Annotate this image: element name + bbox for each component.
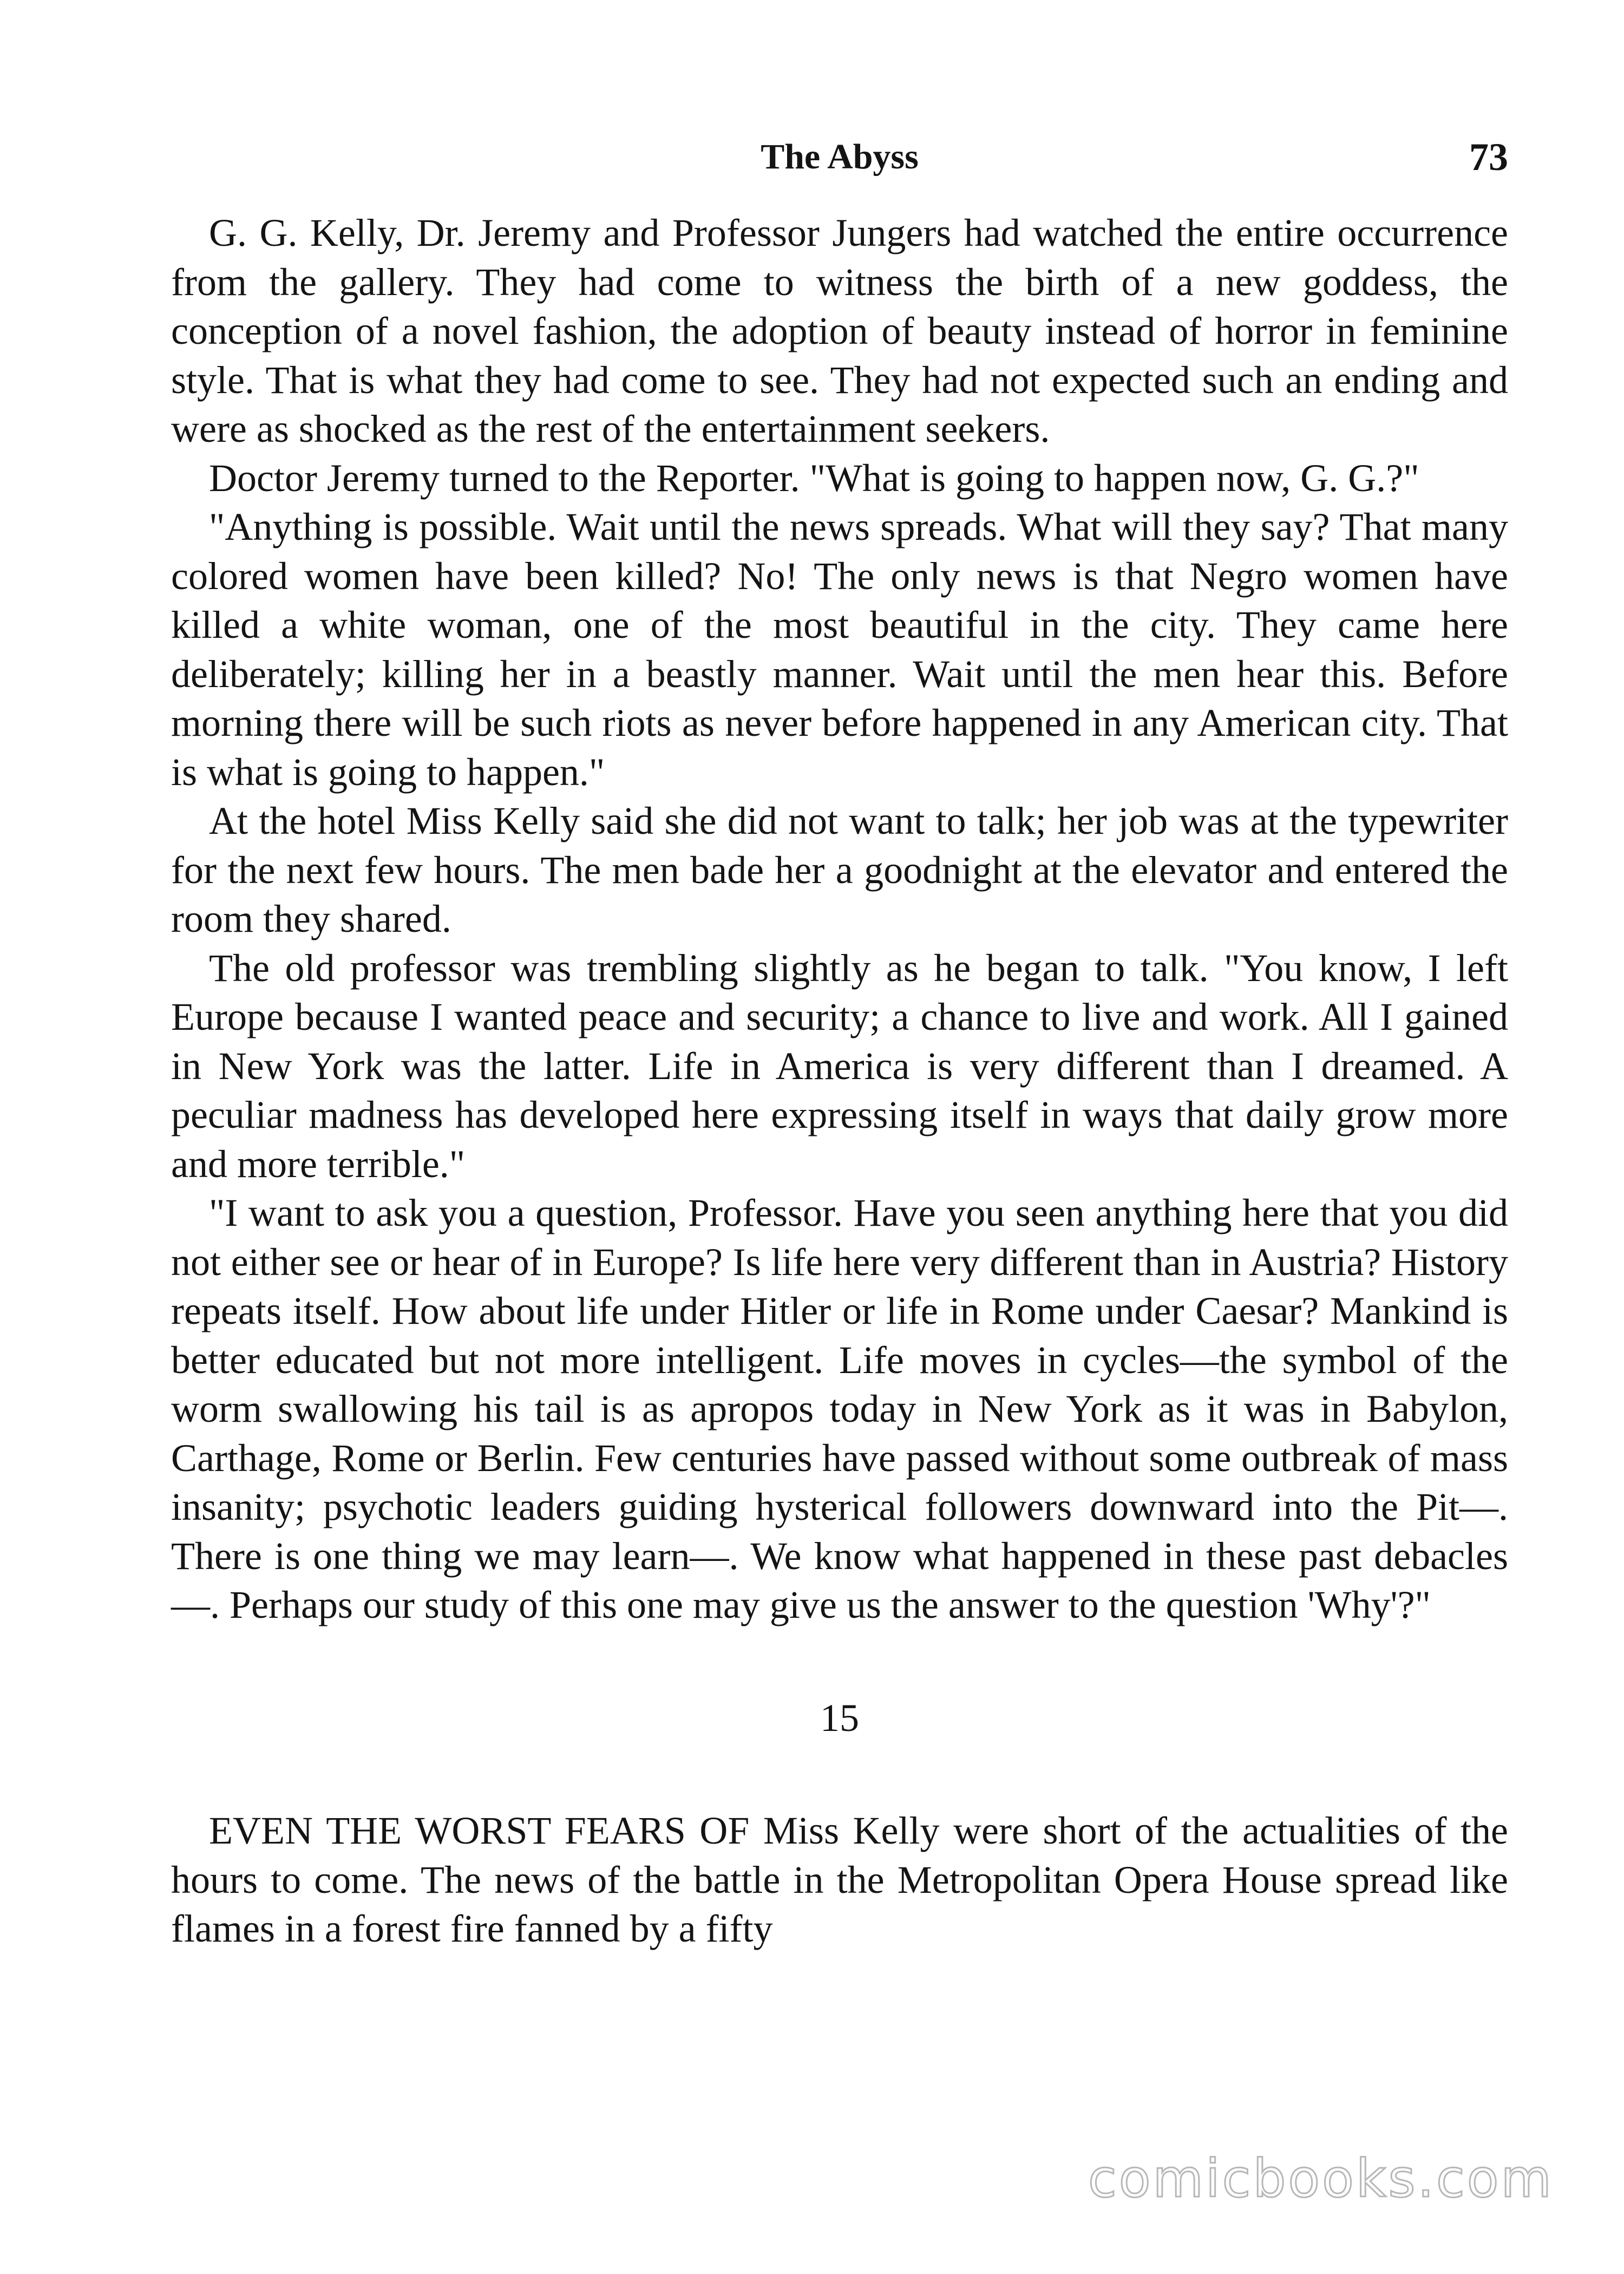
watermark: comicbooks.com — [1088, 2148, 1554, 2209]
page-header — [171, 130, 1508, 184]
chapter-number: 15 — [820, 1696, 859, 1740]
paragraph: Doctor Jeremy turned to the Reporter. "What is going to happen now, G. G.?" — [209, 456, 1419, 500]
paragraph: EVEN THE WORST FEARS OF Miss Kelly were short of the actualities of the hours to come. The news of the battle in the Metropolitan Opera House spread like flames in a forest fire fanned by a fifty — [171, 1809, 1508, 1950]
paragraph: "Anything is possible. Wait until the news spreads. What will they say? That many colored women have been killed? No! The only news is that Negro women have killed a white woman, one of the most beautiful in the city. They came here deliberately; killing her in a beastly manner. Wait until the men hear this. Before morning there will be such riots as never before happened in any American city. That is what is going to happen." — [171, 505, 1508, 794]
running-title: The Abyss — [761, 137, 919, 177]
paragraph: At the hotel Miss Kelly said she did not want to talk; her job was at the typewriter for the next few hours. The men bade her a goodnight at the elevator and entered the room they shared. — [171, 799, 1508, 940]
body-text — [171, 208, 1508, 1953]
paragraph: "I want to ask you a question, Professor. Have you seen anything here that you did not either see or hear of in Europe? Is life here very different than in Austria? History repeats itself. How about life under Hitler or life in Rome under Caesar? Mankind is better educated but not more intelligent. Life moves in cycles—the symbol of the worm swallowing his tail is as apropos today in New York as it was in Babylon, Carthage, Rome or Berlin. Few centuries have passed without some outbreak of mass insanity; psychotic leaders guiding hysterical followers downward into the Pit—. There is one thing we may learn—. We know what happened in these past debacles—. Perhaps our study of this one may give us the answer to the question 'Why'?" — [171, 1191, 1508, 1626]
paragraph: G. G. Kelly, Dr. Jeremy and Professor Jungers had watched the entire occurrence from the gallery. They had come to witness the birth of a new goddess, the conception of a novel fashion, the adoption of beauty instead of horror in feminine style. That is what they had come to see. They had not expected such an ending and were as shocked as the rest of the entertainment seekers. — [171, 211, 1508, 450]
paragraph: The old professor was trembling slightly as he began to talk. "You know, I left Europe because I wanted peace and security; a chance to live and work. All I gained in New York was the latter. Life in America is very different than I dreamed. A peculiar madness has developed here expressing itself in ways that daily grow more and more terrible." — [171, 946, 1508, 1186]
page-number: 73 — [1469, 135, 1508, 179]
